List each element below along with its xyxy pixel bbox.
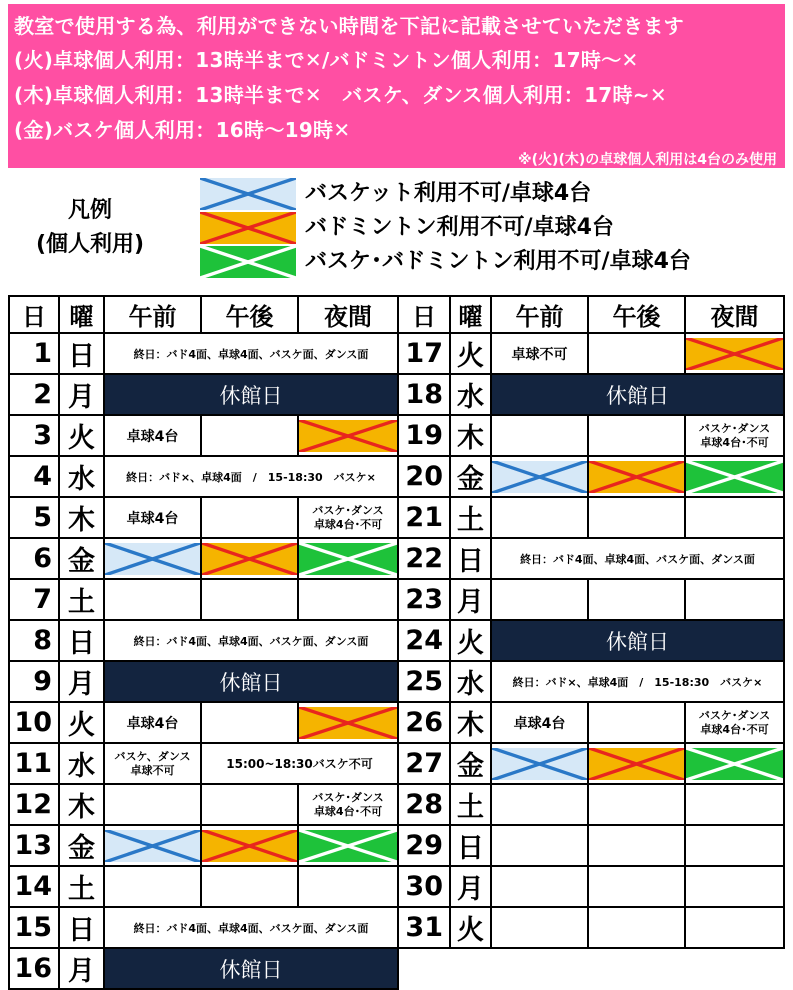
day-row <box>9 825 398 866</box>
orange-cross-mark <box>299 707 397 739</box>
all-day-note: 終日：バド4面、卓球4面、バスケ面、ダンス面 <box>104 333 398 374</box>
day-row <box>398 497 784 538</box>
weekday: 金 <box>59 538 104 579</box>
weekday: 金 <box>59 825 104 866</box>
morning-cell <box>491 579 588 620</box>
night-cell <box>685 743 784 784</box>
day-row <box>9 456 398 497</box>
day-number: 11 <box>9 743 59 784</box>
notice-banner <box>8 4 785 168</box>
night-cell <box>298 415 398 456</box>
weekday: 水 <box>450 374 491 415</box>
weekday: 日 <box>59 620 104 661</box>
legend-swatch-orange <box>200 212 296 239</box>
orange-cross-mark <box>202 830 297 862</box>
all-day-note: 終日：バド×、卓球4面 / 15-18:30 バスケ× <box>491 661 784 702</box>
closed-day-cell: 休館日 <box>491 374 784 415</box>
day-number: 21 <box>398 497 450 538</box>
blue-cross-mark <box>105 543 200 575</box>
day-row <box>398 907 784 948</box>
day-number: 23 <box>398 579 450 620</box>
notice-footnote: ※(火)(木)の卓球個人利用は4台のみ使用 <box>518 152 777 168</box>
morning-cell <box>104 538 201 579</box>
day-row <box>9 907 398 948</box>
day-row <box>398 825 784 866</box>
weekday: 土 <box>450 497 491 538</box>
afternoon-cell <box>201 866 298 907</box>
afternoon-cell <box>201 579 298 620</box>
weekday: 日 <box>450 538 491 579</box>
header-afternoon: 午後 <box>588 296 685 333</box>
legend-title-line: (個人利用) <box>35 232 145 257</box>
weekday: 水 <box>59 743 104 784</box>
weekday: 金 <box>450 743 491 784</box>
schedule-table-left <box>8 295 399 990</box>
day-number: 14 <box>9 866 59 907</box>
day-number: 8 <box>9 620 59 661</box>
afternoon-cell <box>588 497 685 538</box>
all-day-note: 終日：バド×、卓球4面 / 15-18:30 バスケ× <box>104 456 398 497</box>
legend-title <box>30 194 150 262</box>
weekday: 土 <box>59 866 104 907</box>
notice-line: 教室で使用する為、利用ができない時間を下記に記載させていただきます <box>14 14 684 38</box>
header-afternoon: 午後 <box>201 296 298 333</box>
day-row <box>398 866 784 907</box>
weekday: 月 <box>450 579 491 620</box>
day-row <box>398 415 784 456</box>
day-number: 25 <box>398 661 450 702</box>
day-row <box>9 866 398 907</box>
day-row <box>398 374 784 415</box>
day-number: 12 <box>9 784 59 825</box>
weekday: 日 <box>450 825 491 866</box>
afternoon-cell <box>201 784 298 825</box>
night-cell <box>685 497 784 538</box>
header-day: 日 <box>9 296 59 333</box>
day-number: 3 <box>9 415 59 456</box>
night-cell <box>685 866 784 907</box>
all-day-note: 終日：バド4面、卓球4面、バスケ面、ダンス面 <box>104 620 398 661</box>
afternoon-cell <box>588 743 685 784</box>
day-number: 24 <box>398 620 450 661</box>
day-number: 16 <box>9 948 59 989</box>
weekday: 木 <box>450 415 491 456</box>
blue-cross-mark <box>105 830 200 862</box>
afternoon-cell <box>588 702 685 743</box>
all-day-note: 終日：バド4面、卓球4面、バスケ面、ダンス面 <box>491 538 784 579</box>
day-row <box>398 579 784 620</box>
header-night: 夜間 <box>685 296 784 333</box>
night-cell: バスケ･ダンス 卓球4台･不可 <box>298 784 398 825</box>
notice-line: (木)卓球個人利用：13時半まで✕ バスケ、ダンス個人利用：17時~✕ <box>14 83 667 107</box>
day-number: 30 <box>398 866 450 907</box>
blue-cross-mark <box>492 748 587 780</box>
legend-label: バスケ･バドミントン利用不可/卓球4台 <box>305 249 691 274</box>
weekday: 火 <box>59 415 104 456</box>
morning-cell: バスケ、ダンス 卓球不可 <box>104 743 201 784</box>
orange-cross-mark <box>589 461 684 493</box>
day-row <box>9 374 398 415</box>
day-row <box>398 333 784 374</box>
day-row <box>9 702 398 743</box>
weekday: 月 <box>59 661 104 702</box>
day-number: 4 <box>9 456 59 497</box>
night-cell <box>685 825 784 866</box>
day-number: 20 <box>398 456 450 497</box>
afternoon-cell <box>201 825 298 866</box>
night-cell <box>298 538 398 579</box>
night-cell <box>298 825 398 866</box>
night-cell <box>685 579 784 620</box>
day-number: 2 <box>9 374 59 415</box>
header-row <box>9 296 398 333</box>
weekday: 水 <box>59 456 104 497</box>
morning-cell <box>491 866 588 907</box>
weekday: 木 <box>59 784 104 825</box>
day-row <box>9 579 398 620</box>
weekday: 土 <box>59 579 104 620</box>
day-number: 6 <box>9 538 59 579</box>
weekday: 月 <box>59 374 104 415</box>
green-cross-mark <box>299 543 397 575</box>
weekday: 火 <box>450 907 491 948</box>
day-number: 18 <box>398 374 450 415</box>
day-number: 7 <box>9 579 59 620</box>
morning-cell: 卓球4台 <box>104 497 201 538</box>
header-night: 夜間 <box>298 296 398 333</box>
closed-day-cell: 休館日 <box>491 620 784 661</box>
day-number: 9 <box>9 661 59 702</box>
day-row <box>398 456 784 497</box>
afternoon-cell <box>588 825 685 866</box>
morning-cell: 卓球不可 <box>491 333 588 374</box>
day-number: 28 <box>398 784 450 825</box>
weekday: 月 <box>450 866 491 907</box>
day-number: 19 <box>398 415 450 456</box>
green-cross-mark <box>299 830 397 862</box>
day-number: 17 <box>398 333 450 374</box>
night-cell <box>298 866 398 907</box>
afternoon-cell <box>588 333 685 374</box>
morning-cell <box>491 825 588 866</box>
afternoon-night-cell: 15:00~18:30バスケ不可 <box>201 743 398 784</box>
afternoon-cell <box>588 907 685 948</box>
day-row <box>398 538 784 579</box>
night-cell: バスケ･ダンス 卓球4台･不可 <box>298 497 398 538</box>
orange-cross-mark <box>299 420 397 452</box>
day-number: 31 <box>398 907 450 948</box>
day-number: 10 <box>9 702 59 743</box>
all-day-note: 終日：バド4面、卓球4面、バスケ面、ダンス面 <box>104 907 398 948</box>
afternoon-cell <box>588 866 685 907</box>
day-row <box>398 620 784 661</box>
night-cell: バスケ･ダンス 卓球4台･不可 <box>685 415 784 456</box>
day-row <box>9 620 398 661</box>
legend-title-line: 凡例 <box>67 198 112 223</box>
notice-line: (火)卓球個人利用：13時半まで✕/バドミントン個人利用：17時～✕ <box>14 48 639 72</box>
morning-cell <box>491 784 588 825</box>
morning-cell: 卓球4台 <box>104 415 201 456</box>
morning-cell <box>491 456 588 497</box>
weekday: 木 <box>59 497 104 538</box>
weekday: 日 <box>59 333 104 374</box>
weekday: 火 <box>59 702 104 743</box>
weekday: 火 <box>450 620 491 661</box>
day-number: 5 <box>9 497 59 538</box>
legend-label: バスケット利用不可/卓球4台 <box>305 181 592 206</box>
afternoon-cell <box>588 579 685 620</box>
orange-cross-mark <box>202 543 297 575</box>
orange-cross-mark <box>589 748 684 780</box>
morning-cell: 卓球4台 <box>491 702 588 743</box>
legend-label: バドミントン利用不可/卓球4台 <box>305 215 614 240</box>
day-row <box>398 743 784 784</box>
weekday: 水 <box>450 661 491 702</box>
closed-day-cell: 休館日 <box>104 374 398 415</box>
morning-cell: 卓球4台 <box>104 702 201 743</box>
day-row <box>9 784 398 825</box>
header-row <box>398 296 784 333</box>
weekday: 金 <box>450 456 491 497</box>
morning-cell <box>491 497 588 538</box>
header-weekday: 曜 <box>450 296 491 333</box>
afternoon-cell <box>588 784 685 825</box>
day-row <box>398 661 784 702</box>
weekday: 火 <box>450 333 491 374</box>
afternoon-cell <box>201 702 298 743</box>
night-cell: バスケ･ダンス 卓球4台･不可 <box>685 702 784 743</box>
day-row <box>9 661 398 702</box>
weekday: 日 <box>59 907 104 948</box>
night-cell <box>685 456 784 497</box>
morning-cell <box>104 784 201 825</box>
day-row <box>9 333 398 374</box>
night-cell <box>685 907 784 948</box>
legend-swatch-blue <box>200 178 296 205</box>
afternoon-cell <box>201 415 298 456</box>
afternoon-cell <box>201 538 298 579</box>
header-morning: 午前 <box>104 296 201 333</box>
blue-cross-mark <box>492 461 587 493</box>
night-cell <box>298 579 398 620</box>
day-number: 15 <box>9 907 59 948</box>
header-day: 日 <box>398 296 450 333</box>
orange-cross-mark <box>200 212 296 244</box>
weekday: 木 <box>450 702 491 743</box>
notice-line: (金)バスケ個人利用：16時～19時✕ <box>14 118 351 142</box>
closed-day-cell: 休館日 <box>104 661 398 702</box>
legend-swatch-green <box>200 246 296 273</box>
header-weekday: 曜 <box>59 296 104 333</box>
day-number: 26 <box>398 702 450 743</box>
day-number: 1 <box>9 333 59 374</box>
weekday: 土 <box>450 784 491 825</box>
night-cell <box>685 784 784 825</box>
day-row <box>9 948 398 989</box>
afternoon-cell <box>201 497 298 538</box>
day-row <box>398 784 784 825</box>
green-cross-mark <box>686 748 783 780</box>
green-cross-mark <box>686 461 783 493</box>
afternoon-cell <box>588 456 685 497</box>
morning-cell <box>491 907 588 948</box>
morning-cell <box>491 743 588 784</box>
legend <box>0 172 793 284</box>
night-cell <box>685 333 784 374</box>
blue-cross-mark <box>200 178 296 210</box>
morning-cell <box>104 579 201 620</box>
day-row <box>9 497 398 538</box>
closed-day-cell: 休館日 <box>104 948 398 989</box>
day-row <box>398 702 784 743</box>
morning-cell <box>491 415 588 456</box>
schedule-table-right <box>397 295 785 949</box>
day-number: 22 <box>398 538 450 579</box>
orange-cross-mark <box>686 338 783 370</box>
morning-cell <box>104 866 201 907</box>
header-morning: 午前 <box>491 296 588 333</box>
day-row <box>9 538 398 579</box>
day-row <box>9 743 398 784</box>
day-number: 29 <box>398 825 450 866</box>
weekday: 月 <box>59 948 104 989</box>
day-number: 27 <box>398 743 450 784</box>
afternoon-cell <box>588 415 685 456</box>
night-cell <box>298 702 398 743</box>
day-number: 13 <box>9 825 59 866</box>
morning-cell <box>104 825 201 866</box>
green-cross-mark <box>200 246 296 278</box>
day-row <box>9 415 398 456</box>
